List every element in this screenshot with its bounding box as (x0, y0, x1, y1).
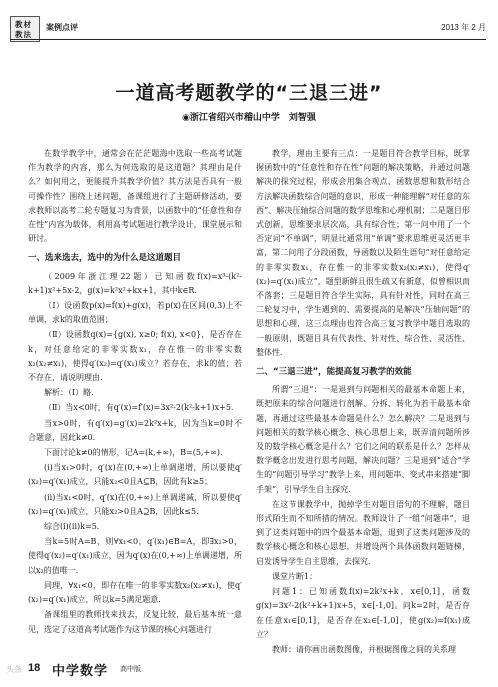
page-header (10, 16, 486, 38)
issue-date: 2013 年 2 月 (441, 23, 486, 32)
left-column (28, 147, 242, 638)
logo-line-2: 教法 (15, 30, 32, 39)
section-heading: 二、“三退三进”，能提高复习教学的效能 (256, 367, 412, 378)
paragraph: 备课组里的教师找来找去，反复比较，最后基本统一意见，选定了这道高考试题作为这节课的核心问题进行 (28, 610, 242, 634)
right-column (256, 147, 470, 658)
paragraph: 所谓“三退”：一是退到与问题相关的最基本命题上来，既把原来的综合问题进行剖解、分拆、转化为若干最基本命题，再通过这些最基本命题是什么？怎么解决？二是退到与问题相关的数学核心概念、核心思想上来，既弄清问题所涉及的数学核心概念是什么？它们之间的联系是什么？怎样从数学概念出发进行思考问题，解决问题？三是退到“适合”学生的“问题引导学习”教学上来，用问题串、变式串来搭建“脚手架”，引导学生自主探究. (256, 385, 470, 494)
paragraph: （Ⅱ）当x<0时，有q′(x)=f′(x)=3x²-2(k²-k+1)x+5. (44, 403, 234, 413)
article-author: ◉浙江省绍兴市稽山中学 刘智强 (182, 113, 316, 123)
watermark: 头条 (6, 665, 22, 674)
paragraph: 课堂片断1： (272, 571, 318, 581)
paragraph: （2009年浙江理22题）已知函数f(x)=x³-(k²-k+1)x²+5x-2，g(x)=k²x²+kx+1，其中k∈R. (28, 271, 242, 295)
logo-line-1: 教材 (15, 20, 32, 29)
journal-name: 中学数学 (52, 664, 109, 679)
paragraph: 教师：请你画出函数图像，并根据图像之间的关系理 (272, 644, 456, 654)
paragraph: 综合(i)(ii)k=5. (44, 522, 100, 532)
paragraph: 下面讨论k≠0的情形，记A=(k,+∞)，B=(5,+∞). (44, 448, 223, 458)
paragraph: 在这节课教学中，抛掉学生对题目语句的不理解，题目形式陌生而不知所措的情况。教师设计了一组“问题串”，退到了这类问题中的四个最基本命题，退到了这类问题涉及的数学核心概念和核心思想，并增设两个具体函数问题链梯，启发诱导学生自主思维，去探究. (256, 499, 470, 566)
paragraph: 在数学教学中，通常会在茫茫题海中选取一些高考试题作为教学的内容，那么为何选取的是这道题？其理由是什么？如何用之，更能提升其教学价值？其方法是否具有一般可操作性？围绕上述问题，备课组进行了主题研修活动，要求教师以高考二轮专题复习为背景，以函数中的“任意性和存在性”内容为载体，利用高考试题进行教学设计，课堂展示和研讨。 (28, 149, 242, 244)
paragraph: 教学，理由主要有三点：一是题目符合教学目标，既掌握函数中的“任意性和存在性”问题的解决策略，并通过问题解决的探究过程，形成会用集合观点、函数思想和数形结合方法解决函数综合问题的意识，形成一种能理解“对任意的东西”、解决压轴综合问题的数学思维和心理机制；二是题目形式创新，思维要求层次高，具有综合性；第一问中用了一个否定词“不单调”，明显比通常用“单调”要求思维更灵活更丰富，第二问用了分段函数，导函数以及陌生语句“对任意给定的非零实数x₁，存在惟一的非零实数x₂(x₂≠x₁)，使得q′(x₂)=q′(x₁)成立”，题型新鲜且很生疏又有新意，似曾相识而不落套；三是题目符合学生实际，具有针对性，同时在高三二轮复习中，学生遇到的、需要提高的是解决“压轴问题”的思想和心理，这三点理由也符合高三复习教学中题目选取的一般原则，既题目具有代表性、针对性、综合性、灵活性、整体性. (256, 149, 470, 357)
paragraph: (i)当x₁>0时，q′(x)在(0,+∞)上单调递增，所以要使q′(x₂)=q′(x₁)成立，只能x₂<0且A⊆B，因此有k≥5； (28, 463, 242, 487)
article-title: 一道高考题教学的“三退三进” (115, 82, 383, 104)
page-footer (0, 660, 498, 684)
paragraph: 当x>0时，有q′(x)=g′(x)=2k²x+k，因为当k=0时不合题意，因此k≠0. (28, 418, 242, 442)
section-label: 案例点评 (46, 23, 78, 32)
page-number: 18 (28, 662, 41, 674)
section-heading: 一、选来选去，选中的为什么是这道题目 (28, 253, 182, 264)
paragraph: 问题1：已知函数f(x)=2k²x+k，x∈[0,1]，函数g(x)=3x²-2(k²+k+1)x+5，x∈[-1,0]。问k=2时，是否存在任意x₁∈[0,1]，是否存在x₂∈[-1,0]，使g(x₂)=f(x₁)成立？ (256, 587, 470, 639)
paragraph: （Ⅰ）设函数p(x)=f(x)+g(x)，若p(x)在区间(0,3)上不单调，求k的取值范围； (28, 301, 242, 325)
paragraph: (ii)当x₁<0时，q′(x)在(0,+∞)上单调递减，所以要使q′(x₂)=q′(x₁)成立，只能x₂>0且A⊇B，因此k≤5. (28, 492, 242, 516)
header-rule (10, 39, 486, 40)
paragraph: 同理，∀x₁<0，即存在唯一的非零实数x₂(x₂≠x₁)，使q′(x₂)=q′(x₁)成立，所以k=5满足题意. (28, 580, 242, 605)
journal-edition: 高中版 (120, 665, 141, 673)
paragraph: 当k=5时A=B，则∀x₁<0，q′(x₁)∈B=A，即∃x₂>0，使得q′(x₂)=q′(x₁)成立，因为q′(x)在(0,+∞)上单调递增，所以x₂的值唯一. (28, 537, 242, 575)
paragraph: 解析：（Ⅰ）略. (44, 388, 94, 398)
paragraph: （Ⅱ）设函数q(x)={g(x), x≥0; f(x), x<0}，是否存在k，对任意给定的非零实数x₁，存在惟一的非零实数x₂(x₂≠x₁)，使得q′(x₂)=q′(x₁)成立？若存在，求k的值；若不存在，请说明理由. (28, 330, 242, 383)
